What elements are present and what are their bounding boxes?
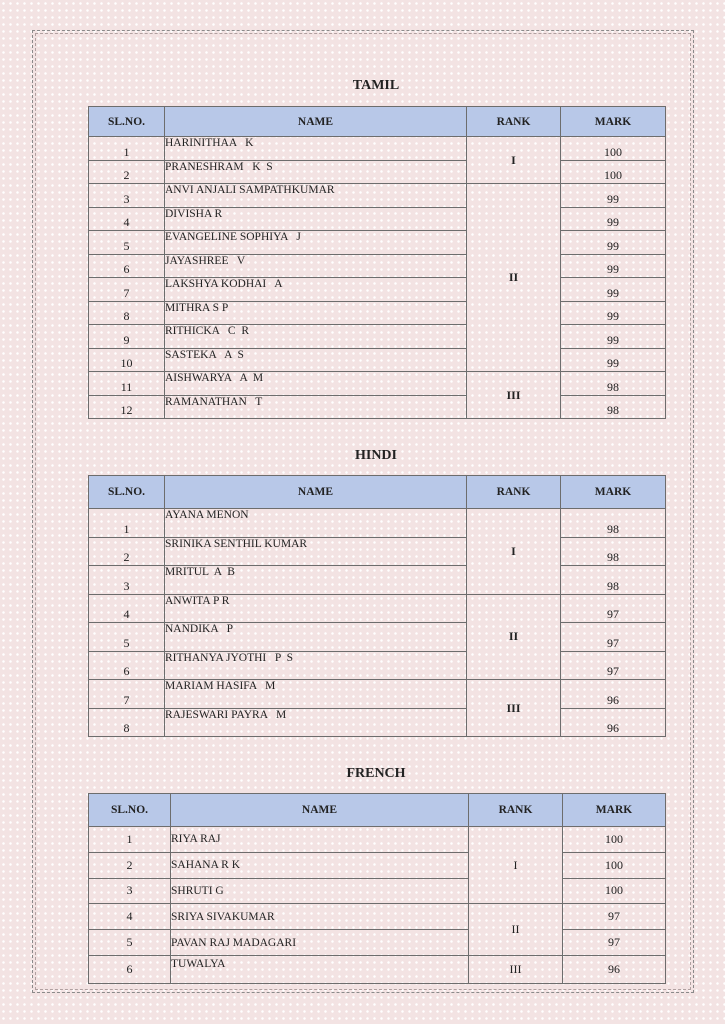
- name-cell: TUWALYA: [171, 955, 469, 983]
- table-row: [89, 537, 666, 566]
- sl-cell: 5: [89, 623, 165, 652]
- col-header-name: NAME: [165, 476, 467, 509]
- rank-cell: I: [467, 509, 561, 595]
- table-row: [89, 207, 666, 231]
- name-cell: SASTEKA A S: [165, 348, 467, 372]
- table-row: [89, 348, 666, 372]
- rank-cell: I: [467, 137, 561, 184]
- mark-cell: 99: [561, 301, 666, 325]
- table-row: [89, 137, 666, 161]
- name-cell: MARIAM HASIFA M: [165, 680, 467, 709]
- col-header-sl: SL.NO.: [89, 107, 165, 137]
- mark-cell: 98: [561, 395, 666, 419]
- mark-cell: 96: [561, 708, 666, 737]
- sl-cell: 6: [89, 254, 165, 278]
- mark-cell: 98: [561, 509, 666, 538]
- mark-cell: 97: [561, 594, 666, 623]
- sl-cell: 1: [89, 827, 171, 853]
- sl-cell: 7: [89, 680, 165, 709]
- sl-cell: 3: [89, 878, 171, 904]
- table-row: [89, 372, 666, 396]
- mark-cell: 96: [561, 680, 666, 709]
- sl-cell: 8: [89, 708, 165, 737]
- sl-cell: 2: [89, 852, 171, 878]
- mark-cell: 98: [561, 372, 666, 396]
- sl-cell: 4: [89, 594, 165, 623]
- hindi-title: HINDI: [354, 448, 397, 463]
- table-row: [89, 509, 666, 538]
- name-cell: DIVISHA R: [165, 207, 467, 231]
- hindi-table: [88, 475, 666, 737]
- mark-cell: 99: [561, 254, 666, 278]
- sl-cell: 8: [89, 301, 165, 325]
- name-cell: ANVI ANJALI SAMPATHKUMAR: [165, 184, 467, 208]
- name-cell: RAJESWARI PAYRA M: [165, 708, 467, 737]
- sl-cell: 11: [89, 372, 165, 396]
- header-row: [89, 476, 666, 509]
- mark-cell: 100: [561, 137, 666, 161]
- name-cell: MITHRA S P: [165, 301, 467, 325]
- header-row: [89, 794, 666, 827]
- col-header-name: NAME: [165, 107, 467, 137]
- name-cell: LAKSHYA KODHAI A: [165, 278, 467, 302]
- sl-cell: 5: [89, 930, 171, 956]
- col-header-rank: RANK: [469, 794, 563, 827]
- col-header-sl: SL.NO.: [89, 794, 171, 827]
- table-row: [89, 231, 666, 255]
- table-row: [89, 278, 666, 302]
- mark-cell: 99: [561, 325, 666, 349]
- rank-cell: II: [467, 594, 561, 680]
- col-header-name: NAME: [171, 794, 469, 827]
- name-cell: AISHWARYA A M: [165, 372, 467, 396]
- table-row: [89, 301, 666, 325]
- mark-cell: 99: [561, 348, 666, 372]
- sl-cell: 1: [89, 137, 165, 161]
- mark-cell: 99: [561, 207, 666, 231]
- name-cell: AYANA MENON: [165, 509, 467, 538]
- col-header-mark: MARK: [561, 476, 666, 509]
- mark-cell: 98: [561, 537, 666, 566]
- name-cell: SAHANA R K: [171, 852, 469, 878]
- table-row: [89, 930, 666, 956]
- name-cell: SRINIKA SENTHIL KUMAR: [165, 537, 467, 566]
- table-row: [89, 680, 666, 709]
- table-row: [89, 651, 666, 680]
- name-cell: RAMANATHAN T: [165, 395, 467, 419]
- name-cell: RITHANYA JYOTHI P S: [165, 651, 467, 680]
- sl-cell: 7: [89, 278, 165, 302]
- sl-cell: 2: [89, 537, 165, 566]
- rank-cell: III: [467, 372, 561, 419]
- name-cell: SRIYA SIVAKUMAR: [171, 904, 469, 930]
- table-row: [89, 325, 666, 349]
- name-cell: JAYASHREE V: [165, 254, 467, 278]
- sl-cell: 9: [89, 325, 165, 349]
- name-cell: NANDIKA P: [165, 623, 467, 652]
- table-row: [89, 852, 666, 878]
- col-header-sl: SL.NO.: [89, 476, 165, 509]
- french-title: FRENCH: [346, 766, 406, 781]
- name-cell: ANWITA P R: [165, 594, 467, 623]
- table-row: [89, 254, 666, 278]
- sl-cell: 5: [89, 231, 165, 255]
- mark-cell: 97: [563, 904, 666, 930]
- col-header-rank: RANK: [467, 107, 561, 137]
- mark-cell: 97: [563, 930, 666, 956]
- rank-cell: II: [467, 184, 561, 372]
- table-row: [89, 566, 666, 595]
- sl-cell: 3: [89, 566, 165, 595]
- tamil-title: TAMIL: [352, 78, 400, 93]
- sl-cell: 4: [89, 904, 171, 930]
- sl-cell: 2: [89, 160, 165, 184]
- mark-cell: 99: [561, 278, 666, 302]
- sl-cell: 12: [89, 395, 165, 419]
- col-header-mark: MARK: [561, 107, 666, 137]
- sl-cell: 1: [89, 509, 165, 538]
- name-cell: MRITUL A B: [165, 566, 467, 595]
- mark-cell: 97: [561, 623, 666, 652]
- french-table: [88, 793, 666, 984]
- mark-cell: 100: [563, 827, 666, 853]
- rank-cell: I: [469, 827, 563, 904]
- rank-cell: III: [469, 955, 563, 983]
- mark-cell: 100: [563, 852, 666, 878]
- mark-cell: 97: [561, 651, 666, 680]
- mark-cell: 99: [561, 184, 666, 208]
- table-row: [89, 878, 666, 904]
- col-header-rank: RANK: [467, 476, 561, 509]
- rank-cell: III: [467, 680, 561, 737]
- table-row: [89, 395, 666, 419]
- sl-cell: 4: [89, 207, 165, 231]
- mark-cell: 96: [563, 955, 666, 983]
- table-row: [89, 623, 666, 652]
- table-row: [89, 827, 666, 853]
- table-row: [89, 594, 666, 623]
- sl-cell: 6: [89, 955, 171, 983]
- table-row: [89, 184, 666, 208]
- table-row: [89, 955, 666, 983]
- mark-cell: 99: [561, 231, 666, 255]
- name-cell: PRANESHRAM K S: [165, 160, 467, 184]
- col-header-mark: MARK: [563, 794, 666, 827]
- name-cell: RITHICKA C R: [165, 325, 467, 349]
- name-cell: EVANGELINE SOPHIYA J: [165, 231, 467, 255]
- name-cell: SHRUTI G: [171, 878, 469, 904]
- name-cell: HARINITHAA K: [165, 137, 467, 161]
- tamil-table: [88, 106, 666, 419]
- sl-cell: 10: [89, 348, 165, 372]
- rank-cell: II: [469, 904, 563, 956]
- table-row: [89, 904, 666, 930]
- sl-cell: 6: [89, 651, 165, 680]
- mark-cell: 100: [561, 160, 666, 184]
- mark-cell: 98: [561, 566, 666, 595]
- sl-cell: 3: [89, 184, 165, 208]
- mark-cell: 100: [563, 878, 666, 904]
- name-cell: PAVAN RAJ MADAGARI: [171, 930, 469, 956]
- header-row: [89, 107, 666, 137]
- table-row: [89, 160, 666, 184]
- table-row: [89, 708, 666, 737]
- name-cell: RIYA RAJ: [171, 827, 469, 853]
